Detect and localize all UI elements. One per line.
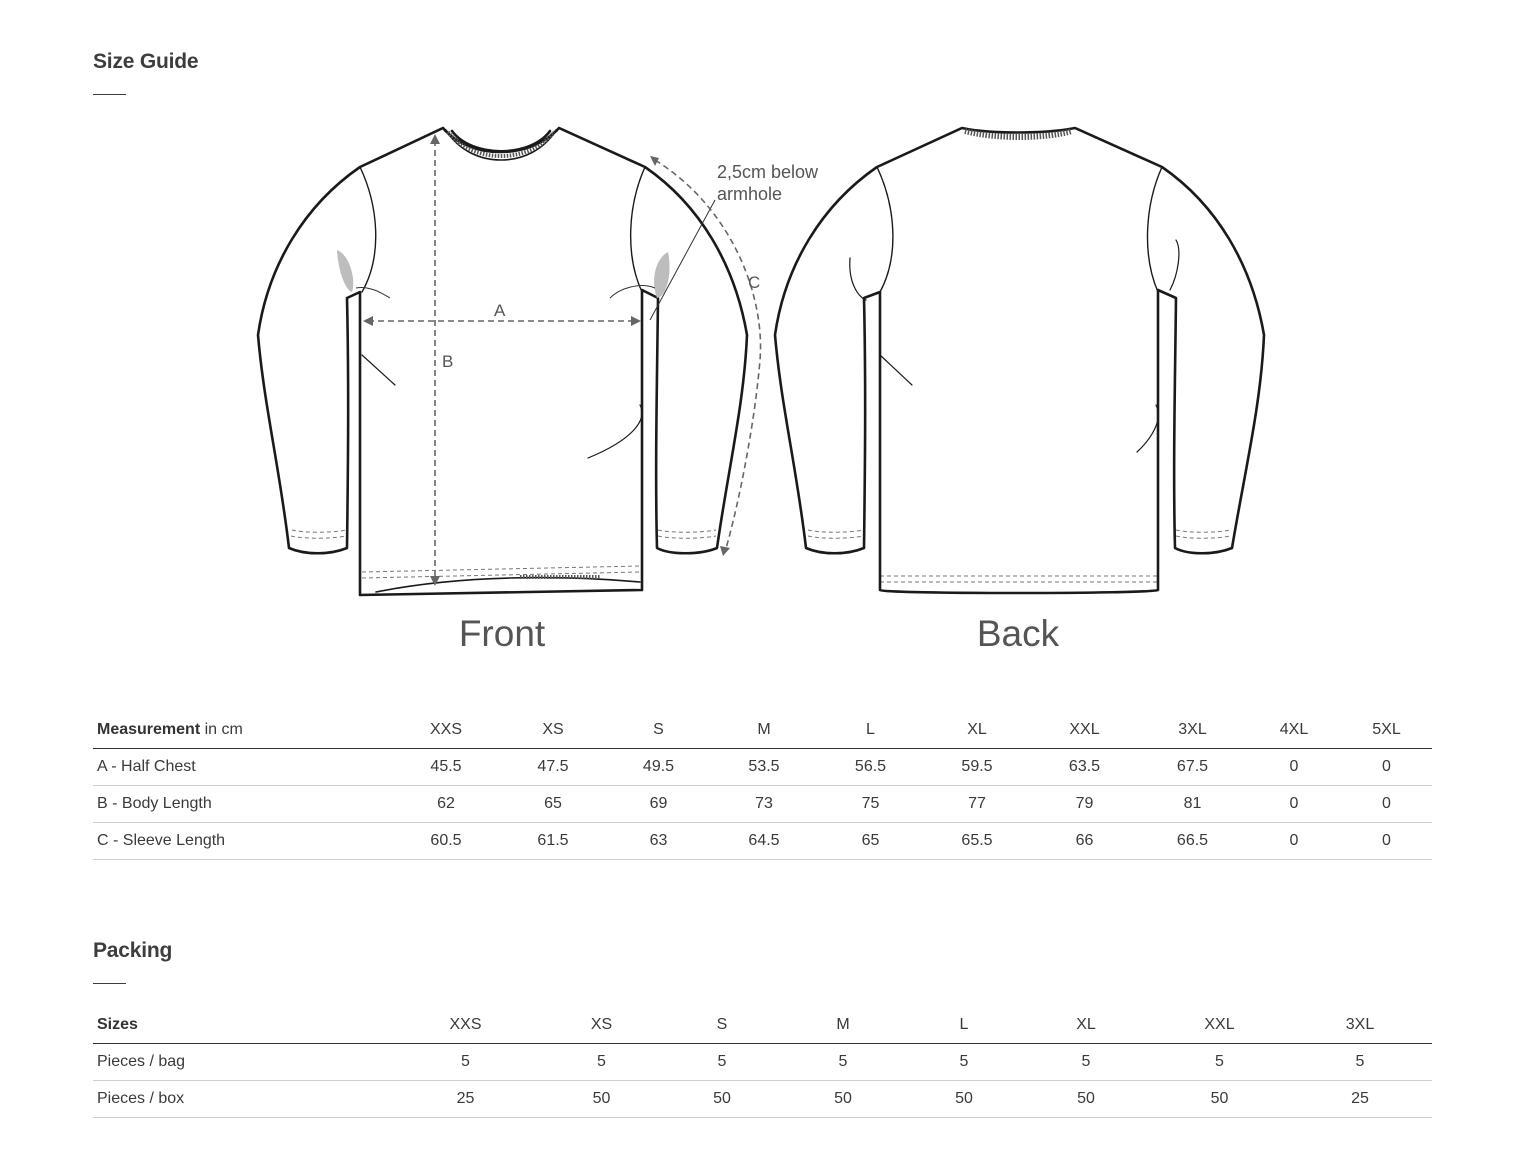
packing-header: Sizes [97, 1016, 138, 1033]
garment-illustration [230, 110, 1300, 670]
size-header: L [959, 1016, 969, 1033]
size-header: XL [1076, 1016, 1096, 1033]
measurement-header-row [93, 712, 1432, 749]
armhole-note-line2: armhole [717, 184, 783, 204]
table-cell: 63 [649, 832, 668, 849]
table-cell: 49.5 [642, 758, 675, 775]
table-cell: 50 [1077, 1090, 1095, 1107]
table-cell: 50 [713, 1090, 731, 1107]
row-label: C - Sleeve Length [97, 832, 226, 849]
table-row [93, 823, 1432, 860]
table-cell: 5 [597, 1053, 606, 1070]
table-cell: 53.5 [748, 758, 780, 775]
table-cell: 50 [592, 1090, 611, 1107]
size-header: XL [967, 721, 987, 738]
size-header: M [757, 721, 771, 738]
table-cell: 56.5 [854, 758, 887, 775]
label-b: B [442, 352, 454, 371]
table-cell: 5 [959, 1053, 969, 1070]
table-cell: 0 [1382, 832, 1391, 849]
table-cell: 5 [1355, 1053, 1365, 1070]
table-cell: 0 [1289, 832, 1299, 849]
front-shirt-drawing [258, 128, 747, 595]
table-cell: 5 [461, 1053, 470, 1070]
table-cell: 5 [838, 1053, 848, 1070]
size-header: XXL [1069, 721, 1100, 738]
size-header: 3XL [1345, 1016, 1375, 1033]
table-cell: 77 [968, 795, 986, 812]
row-label: Pieces / box [97, 1090, 185, 1107]
back-shirt-drawing [775, 128, 1264, 593]
armhole-note-line1: 2,5cm below [717, 162, 819, 182]
table-cell: 69 [649, 795, 668, 812]
row-label: B - Body Length [97, 795, 212, 812]
size-guide-title: Size Guide [93, 50, 199, 73]
size-header: XXS [429, 721, 462, 738]
size-header: S [716, 1016, 728, 1033]
table-cell: 0 [1382, 795, 1391, 812]
table-cell: 5 [717, 1053, 727, 1070]
table-cell: 73 [755, 795, 773, 812]
measurement-table [93, 712, 1432, 860]
packing-title-underline [93, 983, 126, 984]
table-row [93, 1044, 1432, 1081]
table-cell: 47.5 [537, 758, 569, 775]
table-row [93, 749, 1432, 786]
table-cell: 50 [1210, 1090, 1229, 1107]
size-header: 5XL [1372, 721, 1401, 738]
table-cell: 5 [1215, 1053, 1224, 1070]
front-label: Front [458, 613, 546, 654]
table-cell: 81 [1183, 795, 1202, 812]
table-cell: 65.5 [961, 832, 993, 849]
label-c: C [748, 273, 761, 292]
table-cell: 59.5 [961, 758, 993, 775]
size-header: XXL [1204, 1016, 1235, 1033]
packing-header-row [93, 1007, 1432, 1044]
measurement-header: Measurement in cm [97, 721, 243, 738]
table-cell: 0 [1289, 795, 1299, 812]
table-cell: 64.5 [748, 832, 780, 849]
table-cell: 50 [955, 1090, 973, 1107]
table-cell: 50 [834, 1090, 852, 1107]
size-header: XS [590, 1016, 613, 1033]
measurement-guides [368, 140, 761, 580]
table-cell: 0 [1289, 758, 1299, 775]
label-a: A [494, 301, 506, 320]
table-cell: 79 [1075, 795, 1094, 812]
table-cell: 25 [1351, 1090, 1369, 1107]
table-cell: 5 [1081, 1053, 1091, 1070]
back-label: Back [976, 613, 1060, 654]
size-header: 3XL [1178, 721, 1207, 738]
size-header: M [836, 1016, 850, 1033]
table-cell: 62 [437, 795, 455, 812]
size-header: XS [542, 721, 564, 738]
row-label: A - Half Chest [97, 758, 196, 775]
table-cell: 75 [861, 795, 880, 812]
packing-title: Packing [93, 939, 173, 962]
size-header: XXS [449, 1016, 482, 1033]
packing-table [93, 1007, 1432, 1118]
table-row [93, 786, 1432, 823]
table-cell: 66 [1075, 832, 1094, 849]
size-guide-title-underline [93, 94, 126, 95]
table-row [93, 1081, 1432, 1118]
table-cell: 67.5 [1176, 758, 1209, 775]
row-label: Pieces / bag [97, 1053, 186, 1070]
size-header: 4XL [1279, 721, 1309, 738]
table-cell: 60.5 [430, 832, 462, 849]
table-cell: 63.5 [1068, 758, 1101, 775]
table-cell: 61.5 [537, 832, 569, 849]
table-cell: 0 [1382, 758, 1391, 775]
table-cell: 45.5 [430, 758, 462, 775]
table-cell: 65 [544, 795, 562, 812]
table-cell: 65 [861, 832, 880, 849]
table-cell: 25 [456, 1090, 475, 1107]
size-header: S [653, 721, 664, 738]
table-cell: 66.5 [1176, 832, 1209, 849]
size-header: L [866, 721, 875, 738]
